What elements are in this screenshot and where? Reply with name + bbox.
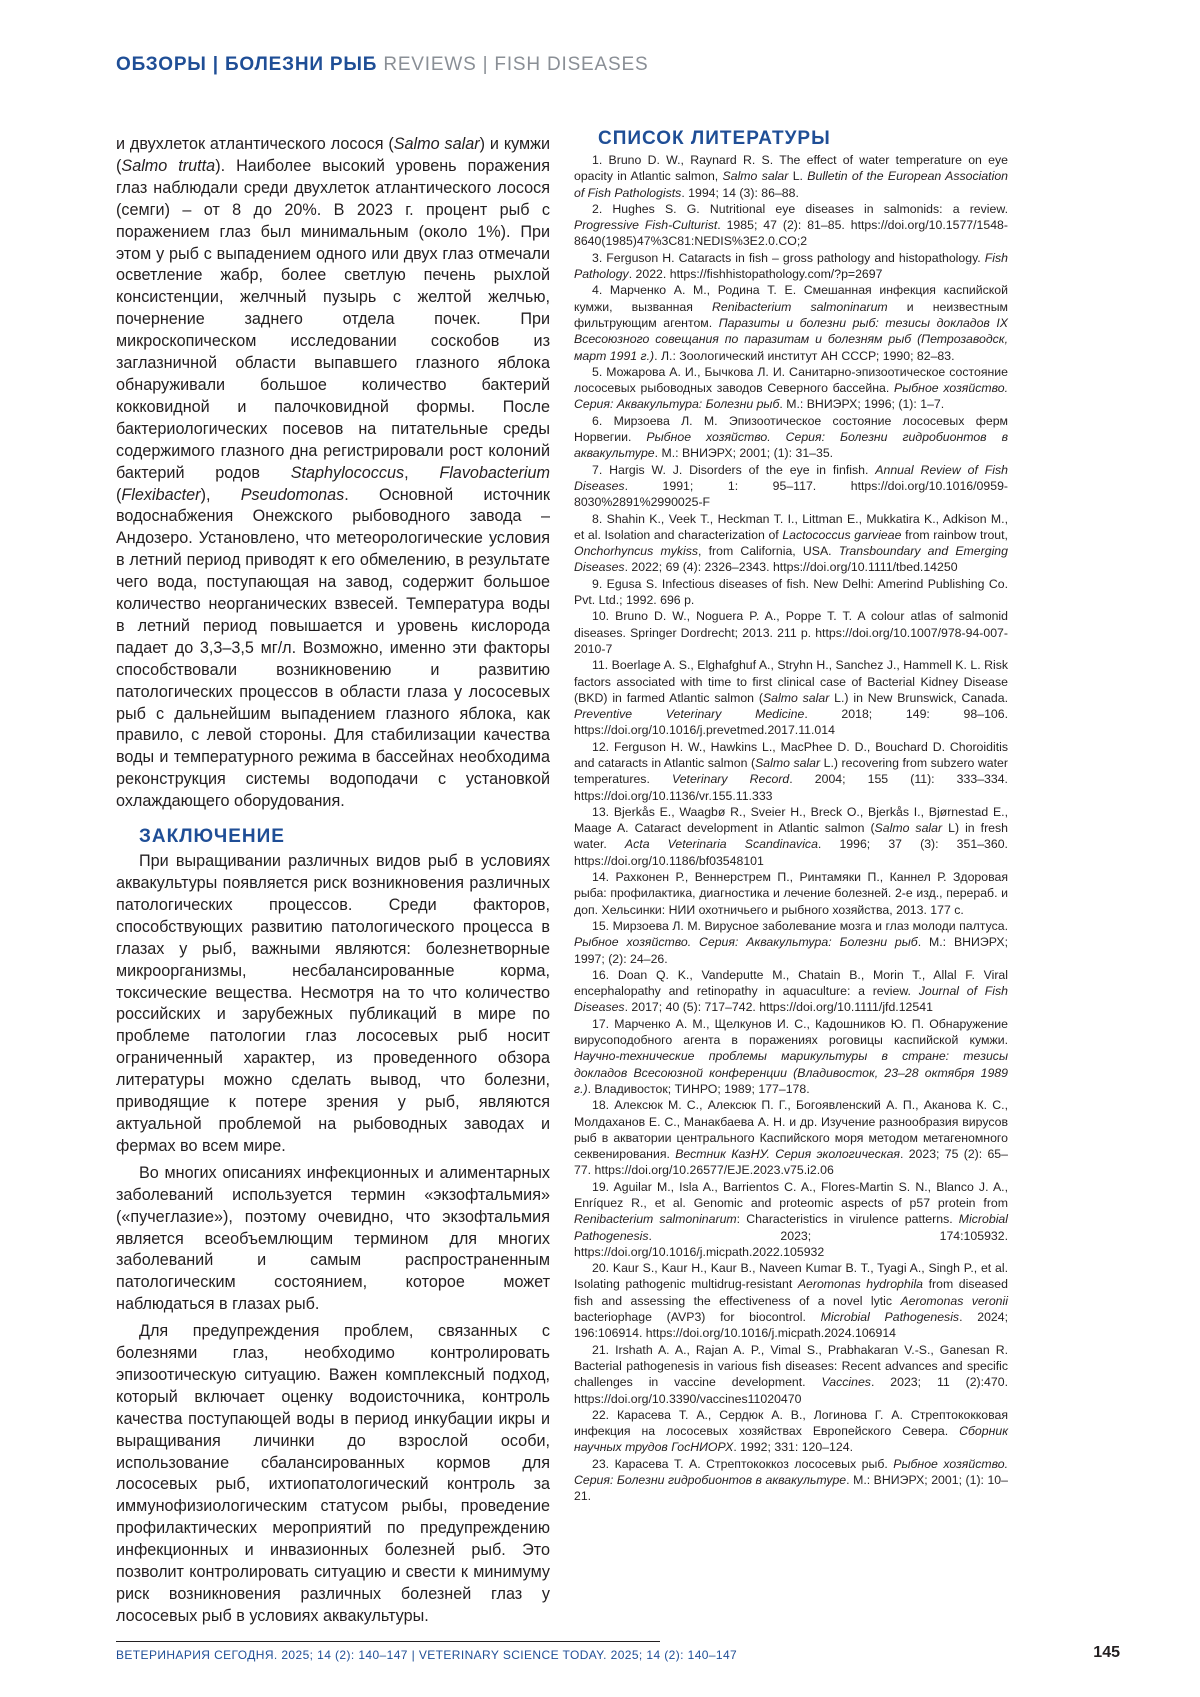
header-section-ru: ОБЗОРЫ | БОЛЕЗНИ РЫБ: [116, 54, 377, 75]
reference-item: 6. Мирзоева Л. М. Эпизоотическое состояние лососевых ферм Норвегии. Рыбное хозяйство. Серия: Болезни гидробионтов в аквакультуре. М.: ВНИЭРХ; 2001; (1): 31–35.: [574, 413, 1008, 462]
body-paragraph: и двухлеток атлантического лосося (Salmo salar) и кумжи (Salmo trutta). Наиболее высокий уровень поражения глаз наблюдали среди двухлеток атлантического лосося (семги) – от 8 до 20%. В 2023 г. процент рыб с поражением глаз был минимальным (около 1%). При этом у рыб с выпадением одного или двух глаз отмечали осветление жабр, более светлую печень рыхлой консистенции, желчный пузырь с желтой желчью, почернение заднего отдела почек. При микроскопическом исследовании соскобов из заглазничной области выпавшего глазного яблока обнаруживали большое количество бактерий кокковидной и палочковидной формы. После бактериологических посевов на питательные среды содержимого глазного дна регистрировали рост колоний бактерий родов Staphylococcus, Flavobacterium (Flexibacter), Pseudomonas. Основной источник водоснабжения Онежского рыбоводного завода – Андозеро. Установлено, что метеорологические условия в летний период приводят к его обмелению, в результате чего вода, поступающая на завод, содержит большое количество неорганических взвесей. Температура воды в летний период повышается и уровень кислорода падает до 3,3–3,5 мг/л. Возможно, именно эти факторы способствовали возникновению и развитию патологических процессов в области глаза у лососевых рыб с дальнейшим выпадением глазного яблока, как правило, с левой стороны. Для стабилизации качества воды и температурного режима в бассейнах необходима реконструкция системы водоподачи с установкой охлаждающего оборудования.: [116, 134, 550, 813]
reference-item: 12. Ferguson H. W., Hawkins L., MacPhee D. D., Bouchard D. Choroiditis and cataracts in Atlantic salmon (Salmo salar L.) recovering from subzero water temperatures. Veterinary Record. 2004; 155 (11): 333–334. https://doi.org/10.1136/vr.155.11.333: [574, 739, 1008, 804]
conclusion-heading: ЗАКЛЮЧЕНИЕ: [139, 825, 550, 849]
reference-item: 14. Рахконен Р., Веннерстрем П., Ринтамяки П., Каннел Р. Здоровая рыба: профилактика, диагностика и лечение болезней. 2-е изд., перераб. и доп. Хельсинки: НИИ охотничьего и рыбного хозяйства, 2013. 177 с.: [574, 869, 1008, 918]
reference-item: 23. Карасева Т. А. Стрептококкоз лососевых рыб. Рыбное хозяйство. Серия: Болезни гидробионтов в аквакультуре. М.: ВНИЭРХ; 2001; (1): 10–21.: [574, 1456, 1008, 1505]
reference-item: 22. Карасева Т. А., Сердюк А. В., Логинова Г. А. Стрептококковая инфекция на лососевых хозяйствах Европейского Севера. Сборник научных трудов ГосНИОРХ. 1992; 331: 120–124.: [574, 1407, 1008, 1456]
body-paragraph: При выращивании различных видов рыб в условиях аквакультуры появляется риск возникновения различных патологических процессов. Среди факторов, способствующих развитию патологического процесса в глазах у рыб, важными являются: болезнетворные микроорганизмы, несбалансированные корма, токсические вещества. Несмотря на то что количество российских и зарубежных публикаций в мире по проблеме патологии глаз лососевых рыб носит ограниченный характер, из проведенного обзора литературы можно сделать вывод, что болезни, приводящие к потере зрения у рыб, являются актуальной проблемой на рыбоводных заводах и фермах во всем мире.: [116, 851, 550, 1158]
reference-item: 3. Ferguson H. Cataracts in fish – gross pathology and histopathology. Fish Pathology. 2022. https://fishhistopathology.com/?p=2697: [574, 250, 1008, 283]
reference-list: [574, 152, 1008, 1505]
header-section-en: REVIEWS | FISH DISEASES: [383, 54, 648, 75]
reference-item: 9. Egusa S. Infectious diseases of fish. New Delhi: Amerind Publishing Co. Pvt. Ltd.; 1992. 696 p.: [574, 576, 1008, 609]
footer-divider: [116, 1641, 660, 1642]
left-column: [116, 134, 550, 1628]
page-number: 145: [1080, 1644, 1120, 1662]
reference-item: 17. Марченко А. М., Щелкунов И. С., Кадошников Ю. П. Обнаружение вирусоподобного агента в поражениях роговицы каспийской кумжи. Научно-технические проблемы марикультуры в стране: тезисы докладов Всесоюзной конференции (Владивосток, 23–28 октября 1989 г.). Владивосток; ТИНРО; 1989; 177–178.: [574, 1016, 1008, 1097]
reference-item: 2. Hughes S. G. Nutritional eye diseases in salmonids: a review. Progressive Fish-Culturist. 1985; 47 (2): 81–85. https://doi.org/10.1577/1548-8640(1985)47%3C81:NEDIS%3E2.0.CO;2: [574, 201, 1008, 250]
reference-item: 4. Марченко А. М., Родина Т. Е. Смешанная инфекция каспийской кумжи, вызванная Renibacterium salmoninarum и неизвестным фильтрующим агентом. Паразиты и болезни рыб: тезисы докладов IX Всесоюзного совещания по паразитам и болезням рыб (Петрозаводск, март 1991 г.). Л.: Зоологический институт АН СССР; 1990; 82–83.: [574, 282, 1008, 363]
reference-item: 18. Алексюк М. С., Алексюк П. Г., Богоявленский А. П., Аканова К. С., Молдаханов Е. С., Манакбаева А. Н. и др. Изучение разнообразия вирусов рыб в акватории центрального Каспийского моря методом метагеномного секвенирования. Вестник КазНУ. Серия экологическая. 2023; 75 (2): 65–77. https://doi.org/10.26577/EJE.2023.v75.i2.06: [574, 1097, 1008, 1178]
reference-item: 19. Aguilar M., Isla A., Barrientos C. A., Flores-Martin S. N., Blanco J. A., Enríquez R., et al. Genomic and proteomic aspects of p57 protein from Renibacterium salmoninarum: Characteristics in virulence patterns. Microbial Pathogenesis. 2023; 174:105932. https://doi.org/10.1016/j.micpath.2022.105932: [574, 1179, 1008, 1260]
reference-item: 20. Kaur S., Kaur H., Kaur B., Naveen Kumar B. T., Tyagi A., Singh P., et al. Isolating pathogenic multidrug-resistant Aeromonas hydrophila from diseased fish and assessing the effectiveness of a novel lytic Aeromonas veronii bacteriophage (AVP3) for biocontrol. Microbial Pathogenesis. 2024; 196:106914. https://doi.org/10.1016/j.micpath.2024.106914: [574, 1260, 1008, 1341]
reference-item: 8. Shahin K., Veek T., Heckman T. I., Littman E., Mukkatira K., Adkison M., et al. Isolation and characterization of Lactococcus garvieae from rainbow trout, Onchorhyncus mykiss, from California, USA. Transboundary and Emerging Diseases. 2022; 69 (4): 2326–2343. https://doi.org/10.1111/tbed.14250: [574, 511, 1008, 576]
body-paragraph: Во многих описаниях инфекционных и алиментарных заболеваний используется термин «экзофтальмия» («пучеглазие»), поэтому очевидно, что экзофтальмия является всеобъемлющим термином для многих заболеваний и самым распространенным патологическим состоянием, которое может наблюдаться в глазах рыб.: [116, 1163, 550, 1316]
reference-item: 13. Bjerkås E., Waagbø R., Sveier H., Breck O., Bjerkås I., Bjørnestad E., Maage A. Cataract development in Atlantic salmon (Salmo salar L) in fresh water. Acta Veterinaria Scandinavica. 1996; 37 (3): 351–360. https://doi.org/10.1186/bf03548101: [574, 804, 1008, 869]
running-header: [116, 54, 1016, 76]
references-heading: СПИСОК ЛИТЕРАТУРЫ: [598, 128, 1008, 150]
reference-item: 7. Hargis W. J. Disorders of the eye in finfish. Annual Review of Fish Diseases. 1991; 1: 95–117. https://doi.org/10.1016/0959-8030%2891%2990025-F: [574, 462, 1008, 511]
reference-item: 10. Bruno D. W., Noguera P. A., Poppe T. T. A colour atlas of salmonid diseases. Springer Dordrecht; 2013. 211 p. https://doi.org/10.1007/978-94-007-2010-7: [574, 608, 1008, 657]
reference-item: 5. Можарова А. И., Бычкова Л. И. Санитарно-эпизоотическое состояние лососевых рыбоводных заводов Северного бассейна. Рыбное хозяйство. Серия: Аквакультура: Болезни рыб. М.: ВНИЭРХ; 1996; (1): 1–7.: [574, 364, 1008, 413]
footer-citation: ВЕТЕРИНАРИЯ СЕГОДНЯ. 2025; 14 (2): 140–147 | VETERINARY SCIENCE TODAY. 2025; 14 (2): 140–147: [116, 1648, 676, 1662]
reference-item: 15. Мирзоева Л. М. Вирусное заболевание мозга и глаз молоди палтуса. Рыбное хозяйство. Серия: Аквакультура: Болезни рыб. М.: ВНИЭРХ; 1997; (2): 24–26.: [574, 918, 1008, 967]
reference-item: 11. Boerlage A. S., Elghafghuf A., Stryhn H., Sanchez J., Hammell K. L. Risk factors associated with time to first clinical case of Bacterial Kidney Disease (BKD) in farmed Atlantic salmon (Salmo salar L.) in New Brunswick, Canada. Preventive Veterinary Medicine. 2018; 149: 98–106. https://doi.org/10.1016/j.prevetmed.2017.11.014: [574, 657, 1008, 738]
reference-item: 21. Irshath A. A., Rajan A. P., Vimal S., Prabhakaran V.-S., Ganesan R. Bacterial pathogenesis in various fish diseases: Recent advances and specific challenges in vaccine development. Vaccines. 2023; 11 (2):470. https://doi.org/10.3390/vaccines11020470: [574, 1342, 1008, 1407]
reference-item: 16. Doan Q. K., Vandeputte M., Chatain B., Morin T., Allal F. Viral encephalopathy and retinopathy in aquaculture: a review. Journal of Fish Diseases. 2017; 40 (5): 717–742. https://doi.org/10.1111/jfd.12541: [574, 967, 1008, 1016]
references-column: [574, 128, 1008, 1505]
reference-item: 1. Bruno D. W., Raynard R. S. The effect of water temperature on eye opacity in Atlantic salmon, Salmo salar L. Bulletin of the European Association of Fish Pathologists. 1994; 14 (3): 86–88.: [574, 152, 1008, 201]
body-paragraph: Для предупреждения проблем, связанных с болезнями глаз, необходимо контролировать эпизоотическую ситуацию. Важен комплексный подход, который включает оценку водоисточника, контроль качества поступающей воды в период инкубации икры и выращивания личинки до взрослой особи, использование сбалансированных кормов для лососевых рыб, ихтиопатологический контроль за иммунофизиологическим статусом рыбы, проведение профилактических мероприятий по предупреждению инфекционных и инвазионных болезней рыб. Это позволит контролировать ситуацию и свести к минимуму риск возникновения различных болезней глаз у лососевых рыб в условиях аквакультуры.: [116, 1321, 550, 1628]
